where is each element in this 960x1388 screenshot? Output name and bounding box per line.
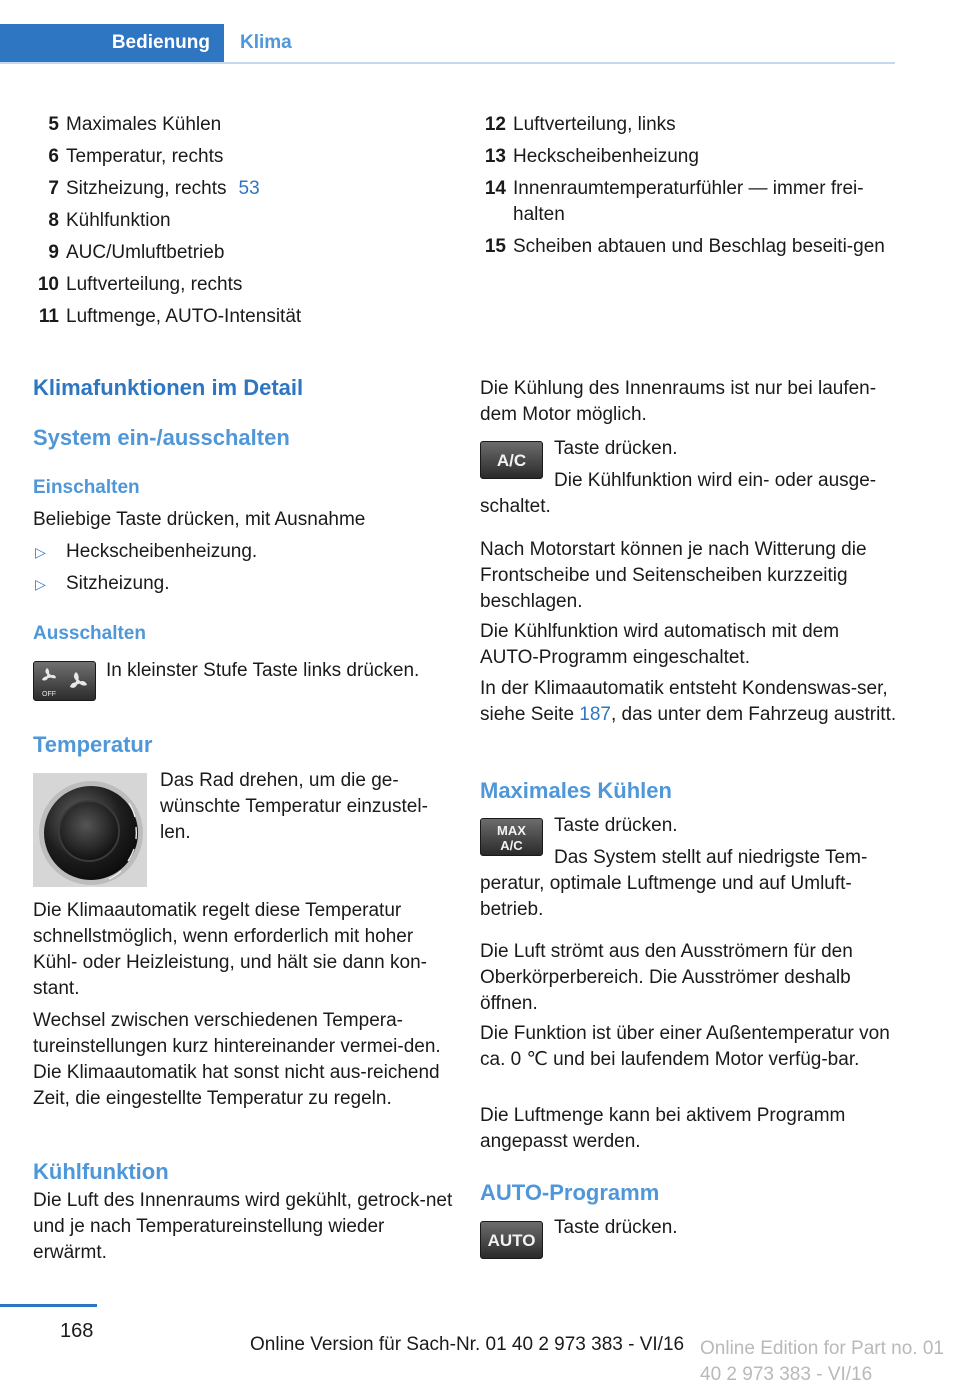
paragraph-kondenswasser xyxy=(480,676,900,728)
list-item xyxy=(33,539,453,565)
legend-number: 6 xyxy=(48,146,59,167)
max-ac-key-line-2: A/C xyxy=(500,838,523,853)
paragraph-ac-effect: Die Kühlfunktion wird ein- oder ausge-schaltet. xyxy=(480,470,877,517)
paragraph-ac-press: Taste drücken. xyxy=(554,438,678,459)
legend-text: Heckscheibenheizung xyxy=(513,146,699,167)
legend-text: Maximales Kühlen xyxy=(66,114,222,135)
fan-off-glyph xyxy=(34,662,97,702)
page-reference-link[interactable]: 53 xyxy=(238,178,260,199)
section-heading-kuehlfunktion: Kühlfunktion xyxy=(33,1159,169,1184)
section-heading-klimafunktionen: Klimafunktionen im Detail xyxy=(33,375,304,400)
online-version-note: Online Version für Sach-Nr. 01 40 2 973 383 - VI/16 xyxy=(250,1334,685,1355)
legend-text: Luftmenge, AUTO-Intensität xyxy=(66,306,302,327)
subheading-einschalten: Einschalten xyxy=(33,477,140,498)
list-item-text: Sitzheizung. xyxy=(66,573,170,594)
legend-item xyxy=(33,144,453,170)
legend-item xyxy=(33,240,453,266)
legend-number: 14 xyxy=(484,178,506,199)
legend-item xyxy=(33,176,453,202)
paragraph-max-ausstroemer: Die Luft strömt aus den Ausströmern für den Oberkörperbereich. Die Ausströmer deshalb öffnen. xyxy=(480,941,853,1014)
legend-text: AUC/Umluftbetrieb xyxy=(66,242,225,263)
legend-number: 10 xyxy=(37,274,59,295)
legend-number: 8 xyxy=(48,210,59,231)
list-item-text: Heckscheibenheizung. xyxy=(66,541,258,562)
legend-item xyxy=(480,112,896,138)
legend-item xyxy=(480,234,896,260)
legend-item xyxy=(33,112,453,138)
knob-drawing xyxy=(33,773,147,887)
paragraph-max-luftmenge: Die Luftmenge kann bei aktivem Programm angepasst werden. xyxy=(480,1105,846,1152)
legend-text: Sitzheizung, rechts xyxy=(66,178,227,199)
legend-number: 15 xyxy=(484,236,506,257)
paragraph-einschalten: Beliebige Taste drücken, mit Ausnahme xyxy=(33,509,366,530)
paragraph-temperatur-2: Wechsel zwischen verschiedenen Tempera-tureinstellungen kurz hintereinander vermei-den. Die Klimaautomatik hat sonst nicht aus-reichend Zeit, die eingestellte Temperatur zu regeln. xyxy=(33,1010,441,1109)
subheading-ausschalten: Ausschalten xyxy=(33,623,146,644)
legend-number: 11 xyxy=(38,306,59,327)
legend-item xyxy=(33,304,453,330)
legend-number: 7 xyxy=(48,178,59,199)
legend-text: Luftverteilung, rechts xyxy=(66,274,243,295)
legend-text: Scheiben abtauen und Beschlag beseiti-gen xyxy=(513,236,885,257)
auto-key-icon: AUTO xyxy=(480,1221,543,1259)
section-heading-auto-programm: AUTO-Programm xyxy=(480,1180,660,1205)
bullet-triangle-icon: ▷ xyxy=(35,576,46,592)
ac-key-icon: A/C xyxy=(480,441,543,479)
legend-text: Luftverteilung, links xyxy=(513,114,676,135)
page-number: 168 xyxy=(60,1320,94,1342)
page-reference-link[interactable]: 187 xyxy=(579,704,611,725)
paragraph-motorstart: Nach Motorstart können je nach Witterung die Frontscheibe und Seitenscheiben kurzzeitig beschlagen. xyxy=(480,539,867,612)
watermark: Online Edition for Part no. 01 40 2 973 383 - VI/16 xyxy=(700,1338,944,1385)
legend-item xyxy=(33,272,453,298)
paragraph-kuehlung-intro: Die Kühlung des Innenraums ist nur bei laufen-dem Motor möglich. xyxy=(480,378,877,425)
paragraph-temperatur-1: Die Klimaautomatik regelt diese Temperatur schnellstmöglich, wenn erforderlich mit hoher Kühl- oder Heizleistung, und hält sie dann kon-stant. xyxy=(33,900,427,999)
legend-item xyxy=(33,208,453,234)
section-heading-system: System ein-/ausschalten xyxy=(33,425,290,450)
paragraph-temperatur-rad: Das Rad drehen, um die ge-wünschte Temperatur einzustel-len. xyxy=(160,770,428,843)
paragraph-max-effect: Das System stellt auf niedrigste Tem-peratur, optimale Luftmenge und auf Umluft-betrieb. xyxy=(480,847,868,920)
legend-item xyxy=(480,144,896,170)
svg-text:OFF: OFF xyxy=(42,691,56,698)
legend-text: Temperatur, rechts xyxy=(66,146,224,167)
max-ac-key-line-1: MAX xyxy=(497,823,526,838)
paragraph-max-funktion: Die Funktion ist über einer Außentemperatur von ca. 0 ℃ und bei laufendem Motor verfüg-bar. xyxy=(480,1023,890,1070)
paragraph-kuehlfunktion: Die Luft des Innenraums wird gekühlt, getrock-net und je nach Temperatureinstellung wieder erwärmt. xyxy=(33,1190,453,1263)
section-heading-temperatur: Temperatur xyxy=(33,732,153,757)
paragraph-auto-press: Taste drücken. xyxy=(554,1217,678,1238)
bullet-triangle-icon: ▷ xyxy=(35,544,46,560)
exception-list xyxy=(33,533,453,597)
paragraph-auto-kuehl: Die Kühlfunktion wird automatisch mit dem AUTO-Programm eingeschaltet. xyxy=(480,621,840,668)
header-tabs xyxy=(0,24,895,64)
legend-left xyxy=(33,112,453,336)
legend-number: 12 xyxy=(484,114,506,135)
footer-rule xyxy=(0,1304,97,1307)
paragraph-ausschalten: In kleinster Stufe Taste links drücken. xyxy=(106,660,420,681)
legend-text: Kühlfunktion xyxy=(66,210,171,231)
tab-klima[interactable]: Klima xyxy=(240,32,292,53)
list-item xyxy=(33,571,453,597)
fan-off-key-icon xyxy=(33,661,96,701)
legend-right xyxy=(480,112,896,266)
kondens-text-b: , das unter dem Fahrzeug austritt. xyxy=(611,704,897,725)
paragraph-max-press: Taste drücken. xyxy=(554,815,678,836)
legend-number: 13 xyxy=(484,146,506,167)
legend-number: 9 xyxy=(48,242,59,263)
legend-text: Innenraumtemperaturfühler — immer frei-halten xyxy=(513,178,864,225)
section-heading-maximales-kuehlen: Maximales Kühlen xyxy=(480,778,672,803)
legend-item xyxy=(480,176,896,228)
kondens-text-a: In der Klimaautomatik entsteht Kondenswas-ser, siehe Seite xyxy=(480,678,888,725)
legend-number: 5 xyxy=(48,114,59,135)
temperature-knob-image xyxy=(33,773,147,887)
tab-bedienung[interactable]: Bedienung xyxy=(0,24,224,62)
